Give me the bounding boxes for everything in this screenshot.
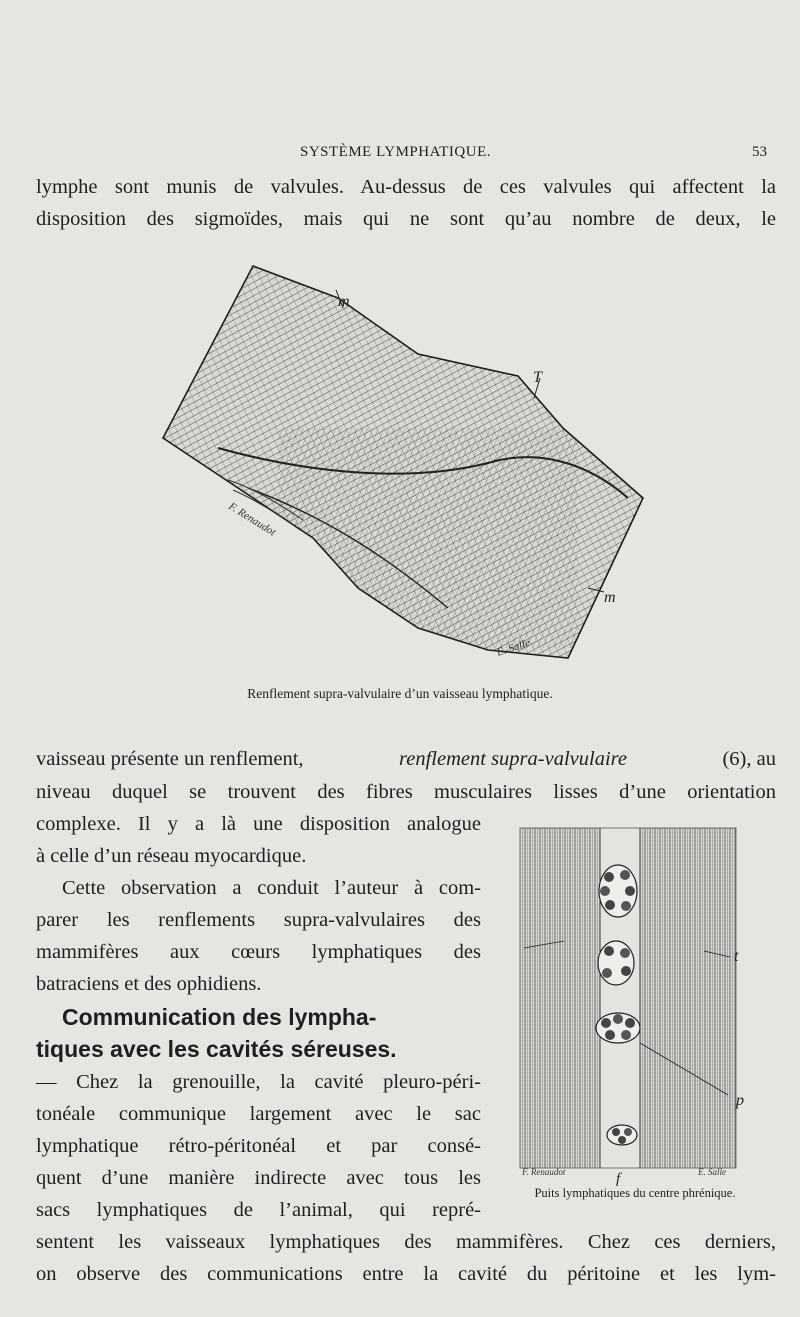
text-line: Cette observation a conduit l’auteur à com- [62, 877, 481, 899]
label-t: t [734, 948, 739, 965]
figure-supravalvular-swelling [158, 258, 648, 666]
label-m-right: m [604, 589, 616, 606]
label-m-top: m [338, 293, 350, 310]
section-heading-cont: tiques avec les cavités séreuses. [36, 1036, 397, 1062]
running-title: SYSTÈME LYMPHATIQUE. [300, 144, 492, 160]
text-fragment: vaisseau présente un renflement, [36, 748, 304, 770]
text-line: disposition des sigmoïdes, mais qui ne sont qu’au nombre de deux, le [36, 208, 776, 230]
text-fragment: (6), au [722, 748, 776, 770]
text-line: — Chez la grenouille, la cavité pleuro-péri- [36, 1071, 481, 1093]
artist-signature: E. Salle [495, 636, 532, 659]
text-line: quent d’une manière indirecte avec tous les [36, 1167, 481, 1189]
text-line: niveau duquel se trouvent des fibres musculaires lisses d’une orientation [36, 781, 776, 803]
lymphatic-well [599, 865, 637, 917]
engraver-signature: F. Renaudot [226, 500, 278, 539]
lymphatic-well [607, 1125, 637, 1145]
text-line: à celle d’un réseau myocardique. [36, 845, 307, 867]
lymphatic-well [596, 1013, 640, 1043]
text-line [36, 748, 776, 771]
figure-lymphatic-wells [494, 823, 774, 1188]
text-line: batraciens et des ophidiens. [36, 973, 262, 995]
label-p: p [736, 1092, 744, 1109]
text-line: lymphe sont munis de valvules. Au-dessus de ces valvules qui affectent la [36, 176, 776, 198]
text-line: lymphatique rétro-péritonéal et par consé- [36, 1135, 481, 1157]
text-line: on observe des communications entre la cavité du péritoine et les lym- [36, 1263, 776, 1285]
italic-term: renflement supra-valvulaire [399, 748, 627, 770]
text-line: mammifères aux cœurs lymphatiques des [36, 941, 481, 963]
figure-caption: Renflement supra-valvulaire d’un vaisseau lymphatique. [247, 686, 553, 701]
label-T: T [533, 369, 542, 386]
label-f: f [616, 1171, 621, 1187]
page-number: 53 [752, 144, 767, 160]
text-line: tonéale communique largement avec le sac [36, 1103, 481, 1125]
lymphatic-well [598, 941, 634, 985]
text-line: parer les renflements supra-valvulaires des [36, 909, 481, 931]
figure-caption: Puits lymphatiques du centre phrénique. [534, 1186, 736, 1200]
artist-signature: E. Salle [698, 1167, 726, 1177]
text-line: sacs lymphatiques de l’animal, qui repré- [36, 1199, 481, 1221]
section-heading: Communication des lympha- [62, 1004, 377, 1030]
text-line: complexe. Il y a là une disposition analogue [36, 813, 481, 835]
engraver-signature: F. Renaudot [522, 1167, 566, 1177]
running-header [0, 144, 800, 166]
text-line: sentent les vaisseaux lymphatiques des mammifères. Chez ces derniers, [36, 1231, 776, 1253]
